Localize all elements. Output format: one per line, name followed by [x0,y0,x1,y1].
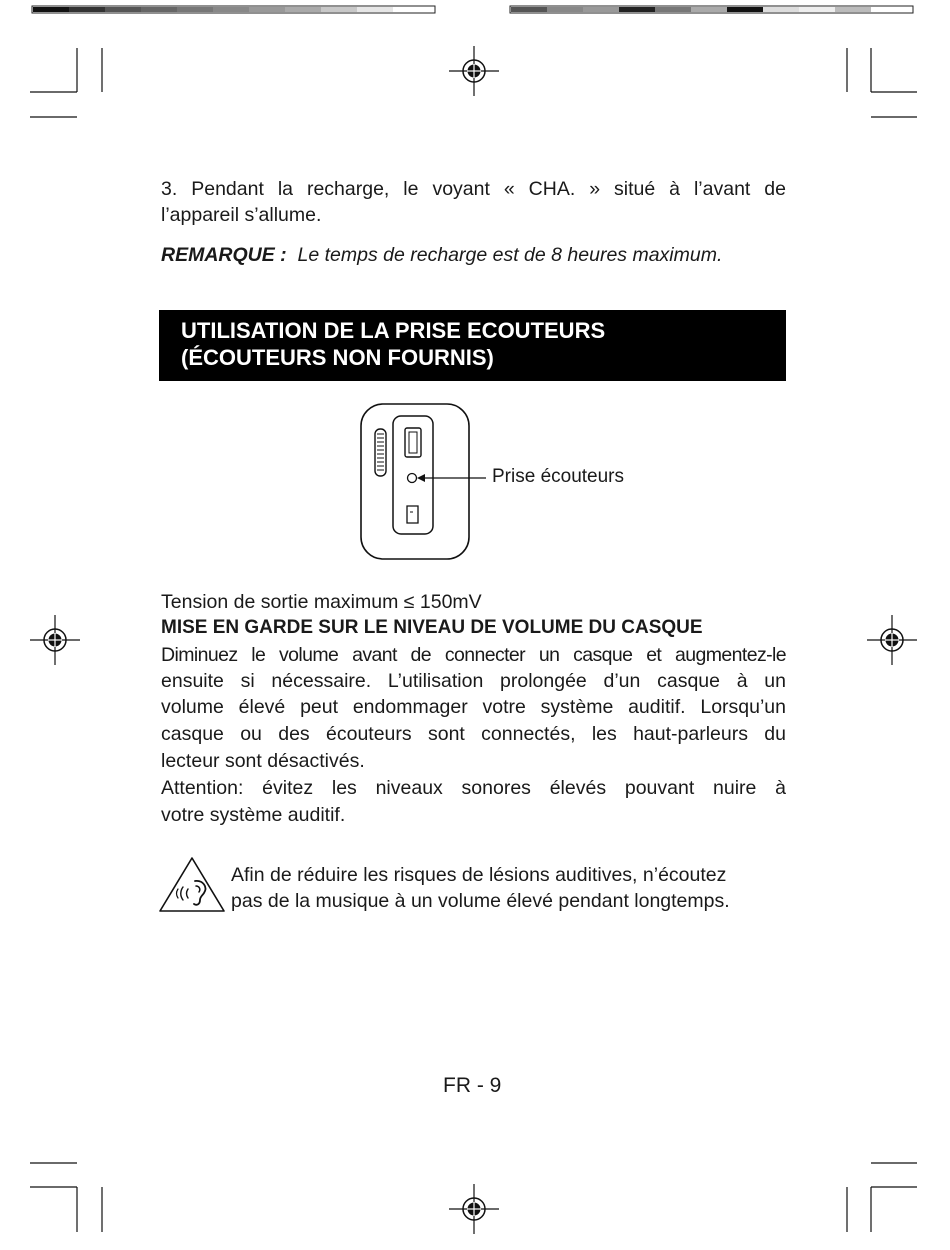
volume-wheel [375,429,386,476]
registration-mark-right [867,615,917,665]
max-voltage-text: Tension de sortie maximum ≤ 150mV [161,591,482,613]
body-line-3: volume élevé peut endommager votre système auditif. Lorsqu’un [161,696,786,718]
color-bar-right [510,6,913,13]
usb-port-icon [405,428,421,457]
hearing-warning-icon [160,858,224,911]
hearing-notice-line-1: Afin de réduire les risques de lésions auditives, n’écoutez [231,864,727,886]
body-line-6: Attention: évitez les niveaux sonores élevés pouvant nuire à [161,777,786,799]
warning-title: MISE EN GARDE SUR LE NIVEAU DE VOLUME DU CASQUE [161,617,703,638]
registration-mark-left [30,615,80,665]
section-title-line-2: (ÉCOUTEURS NON FOURNIS) [181,345,494,370]
color-bar-left [32,6,435,13]
card-slot-icon [407,506,418,523]
body-line-5: lecteur sont désactivés. [161,750,365,772]
remark-label: REMARQUE : [161,244,287,266]
section-title-line-1: UTILISATION DE LA PRISE ECOUTEURS [181,318,606,343]
remark-note [161,242,801,268]
remark-text: Le temps de recharge est de 8 heures maximum. [297,244,723,266]
hearing-notice-line-2: pas de la musique à un volume élevé pendant longtemps. [231,890,730,912]
step-3-line-1: 3. Pendant la recharge, le voyant « CHA. » situé à l’avant de [161,178,786,200]
body-line-4: casque ou des écouteurs sont connectés, les haut-parleurs du [161,723,786,745]
section-banner [159,310,786,381]
registration-mark-bottom [449,1184,499,1234]
body-line-1: Diminuez le volume avant de connecter un casque et augmentez-le [161,644,786,666]
body-line-2: ensuite si nécessaire. L’utilisation prolongée d’un casque à un [161,670,786,692]
callout-label: Prise écouteurs [492,466,625,487]
device-side-illustration [361,404,486,559]
step-3-line-2: l’appareil s’allume. [161,204,322,226]
page-number: FR - 9 [443,1074,502,1097]
headphone-jack-icon [408,474,417,483]
registration-mark-top [449,46,499,96]
body-line-7: votre système auditif. [161,804,346,826]
